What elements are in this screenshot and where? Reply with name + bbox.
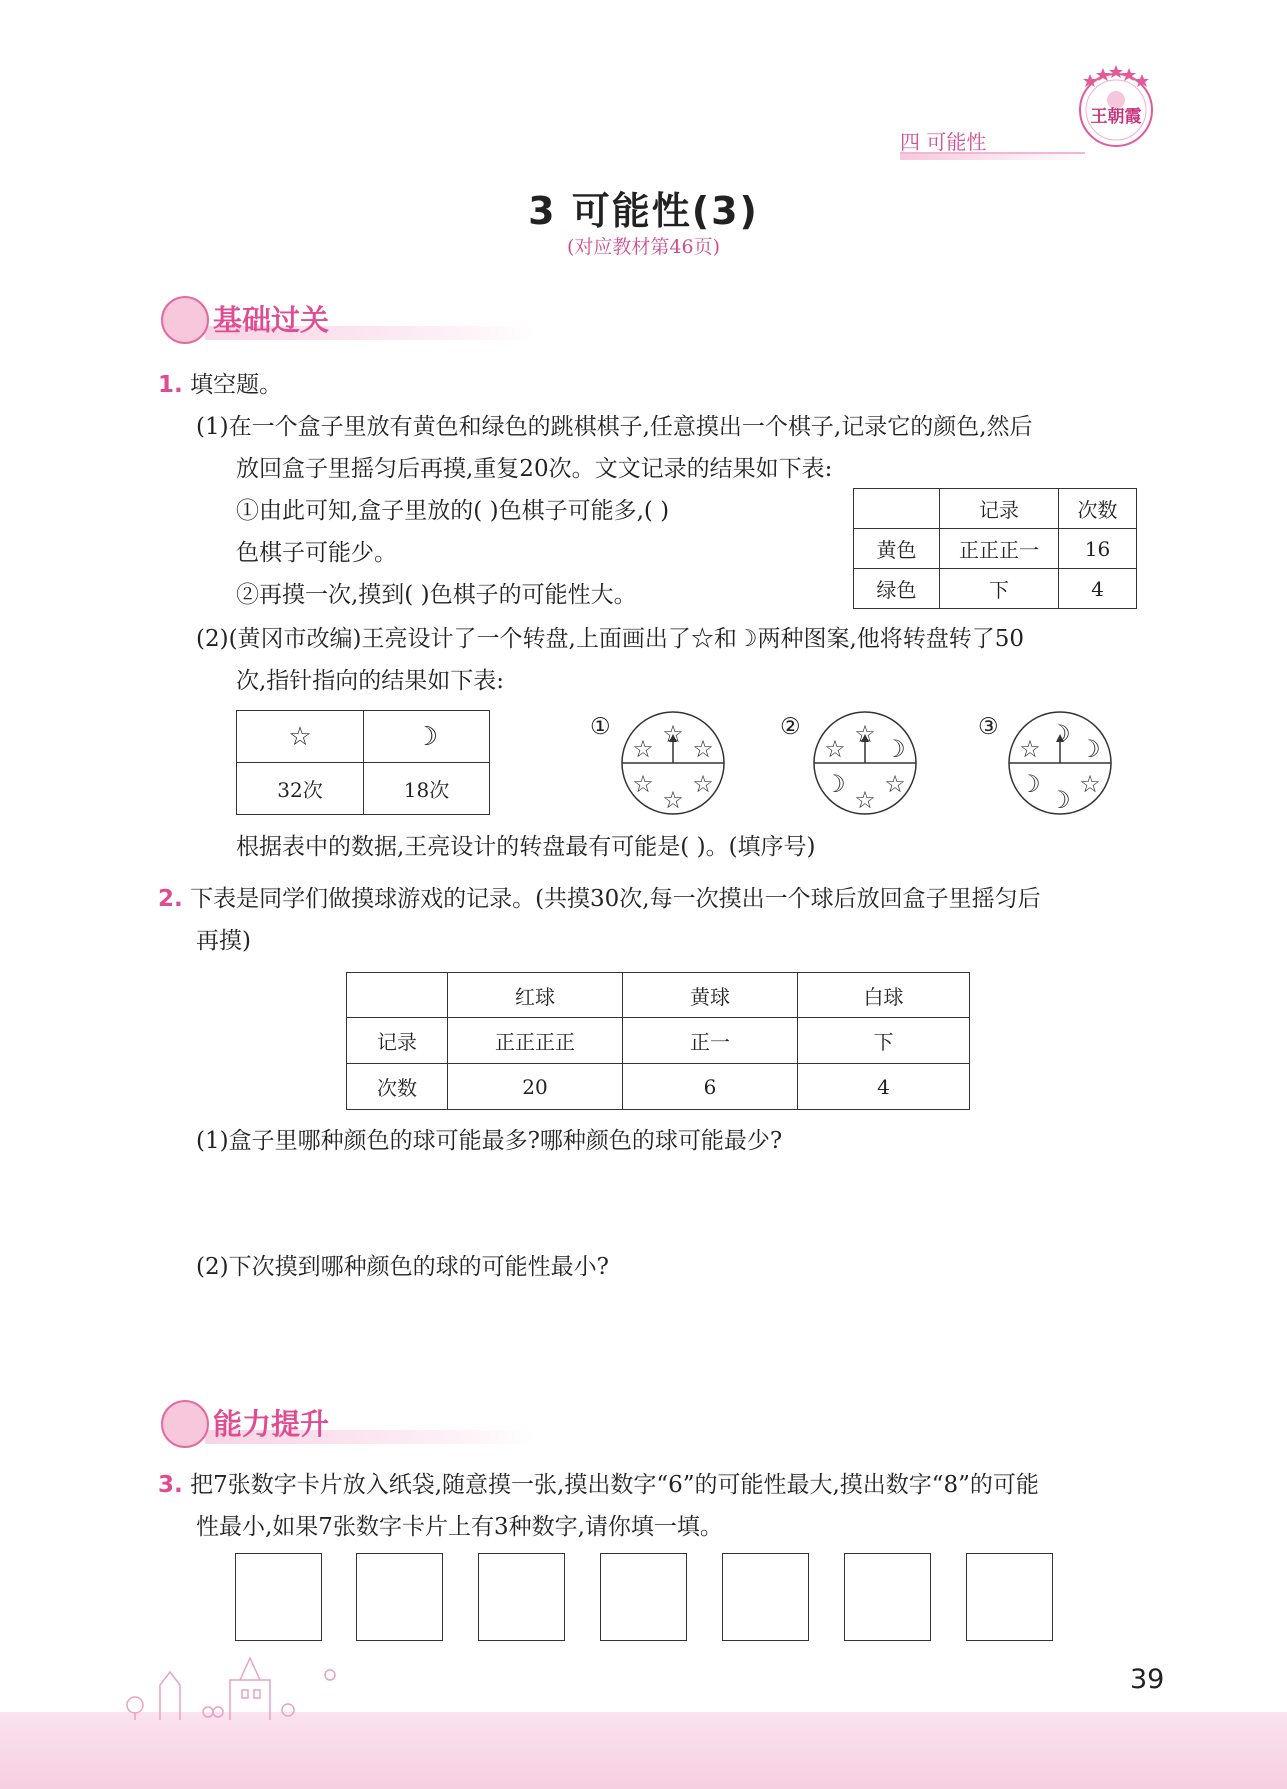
table-cell: 18次 [364, 763, 490, 815]
wheel-label: ③ [978, 714, 999, 740]
star-icon: ☆ [854, 786, 876, 814]
wheel-label: ① [590, 714, 611, 740]
castle-doodle-icon [120, 1650, 360, 1720]
table-cell: 32次 [237, 763, 364, 815]
table-row [854, 529, 1137, 569]
chapter-tag [900, 126, 1085, 154]
table-header-cell: 黄球 [623, 973, 798, 1018]
q2-sub2: (2)下次摸到哪种颜色的球的可能性最小? [196, 1254, 609, 1280]
table-header-cell: 记录 [940, 489, 1059, 529]
number-card-input[interactable] [235, 1553, 322, 1641]
moon-icon: ☽ [1049, 720, 1071, 748]
question-number: 2. [158, 886, 183, 912]
section-title-basic: 基础过关 [213, 303, 330, 337]
color-tally-table [853, 488, 1137, 609]
spinner-wheel-3 [1005, 710, 1115, 816]
star-icon: ☆ [632, 735, 654, 763]
question-1-title: 填空题。 [190, 372, 283, 398]
table-header-cell [854, 489, 940, 529]
star-icon: ☆ [1079, 770, 1101, 798]
question-3-line2: 性最小,如果7张数字卡片上有3种数字,请你填一填。 [196, 1514, 723, 1540]
svg-text:王朝霞: 王朝霞 [1090, 107, 1142, 127]
table-cell: 20 [448, 1064, 623, 1110]
table-cell: 次数 [347, 1064, 448, 1110]
q1-part1-a-line1: ①由此可知,盒子里放的( )色棋子可能多,( ) [236, 498, 670, 524]
table-header-cell: 次数 [1059, 489, 1137, 529]
star-icon: ☆ [692, 735, 714, 763]
question-3-text: 把7张数字卡片放入纸袋,随意摸一张,摸出数字“6”的可能性最大,摸出数字“8”的可能 [190, 1472, 1039, 1498]
star-icon: ☆ [632, 770, 654, 798]
table-cell: 4 [1059, 569, 1137, 609]
table-cell: 正一 [623, 1018, 798, 1064]
q1-part2-line2: 次,指针指向的结果如下表: [236, 668, 505, 694]
star-icon: ☆ [662, 720, 684, 748]
table-header-cell: 红球 [448, 973, 623, 1018]
section-banner-ability [161, 1400, 541, 1444]
number-card-input[interactable] [722, 1553, 809, 1641]
section-banner-basic [161, 296, 541, 340]
moon-icon: ☽ [824, 770, 846, 798]
table-header-cell [347, 973, 448, 1018]
q1-part1-line1: (1)在一个盒子里放有黄色和绿色的跳棋棋子,任意摸出一个棋子,记录它的颜色,然后 [196, 414, 1033, 440]
star-icon: ☆ [1019, 735, 1041, 763]
wheel-label: ② [780, 714, 801, 740]
table-cell: 16 [1059, 529, 1137, 569]
q1-part2-answer: 根据表中的数据,王亮设计的转盘最有可能是( )。(填序号) [236, 834, 816, 860]
moon-icon: ☽ [884, 735, 906, 763]
moon-icon: ☽ [1049, 786, 1071, 814]
star-icon: ☆ [884, 770, 906, 798]
moon-icon: ☽ [1019, 770, 1041, 798]
table-cell: 下 [940, 569, 1059, 609]
table-cell: 正正正正 [448, 1018, 623, 1064]
moon-icon: ☽ [1079, 735, 1101, 763]
page-subtitle: (对应教材第46页) [566, 236, 720, 258]
question-number: 3. [158, 1472, 183, 1498]
number-card-input[interactable] [844, 1553, 931, 1641]
table-header-cell: 白球 [798, 973, 970, 1018]
moon-symbol-icon: ☽ [364, 711, 490, 763]
star-icon: ☆ [692, 770, 714, 798]
table-row [854, 569, 1137, 609]
spinner-wheel-2 [810, 710, 920, 816]
number-card-input[interactable] [478, 1553, 565, 1641]
boy-avatar-icon [161, 1400, 209, 1448]
star-icon: ☆ [824, 735, 846, 763]
number-card-input[interactable] [966, 1553, 1053, 1641]
star-symbol-icon: ☆ [237, 711, 364, 763]
star-icon: ☆ [662, 786, 684, 814]
number-card-input[interactable] [600, 1553, 687, 1641]
table-cell: 6 [623, 1064, 798, 1110]
table-cell: 绿色 [854, 569, 940, 609]
footer-band [0, 1712, 1287, 1789]
star-icon: ☆ [854, 720, 876, 748]
q2-sub1: (1)盒子里哪种颜色的球可能最多?哪种颜色的球可能最少? [196, 1128, 783, 1154]
number-card-input[interactable] [356, 1553, 443, 1641]
table-cell: 下 [798, 1018, 970, 1064]
table-cell: 正正正一 [940, 529, 1059, 569]
table-cell: 记录 [347, 1018, 448, 1064]
spinner-wheel-1 [618, 710, 728, 816]
q1-part2-line1: (2)(黄冈市改编)王亮设计了一个转盘,上面画出了☆和☽两种图案,他将转盘转了50 [196, 626, 1025, 652]
page-title: 3 可能性(3) [528, 189, 759, 233]
table-cell: 4 [798, 1064, 970, 1110]
page-number: 39 [1130, 1664, 1165, 1695]
girl-avatar-icon [161, 296, 209, 344]
question-number: 1. [158, 372, 183, 398]
question-2-line2: 再摸) [196, 928, 251, 954]
question-2-text: 下表是同学们做摸球游戏的记录。(共摸30次,每一次摸出一个球后放回盒子里摇匀后 [190, 886, 1041, 912]
table-row [347, 1018, 970, 1064]
q1-part1-b: ②再摸一次,摸到( )色棋子的可能性大。 [236, 582, 637, 608]
question-1-heading [158, 370, 282, 400]
table-row [347, 1064, 970, 1110]
question-2-line1 [158, 884, 1041, 914]
brand-seal-logo [1070, 60, 1162, 152]
q1-part1-a-line2: 色棋子可能少。 [236, 540, 397, 566]
question-3-line1 [158, 1470, 1039, 1500]
spinner-result-table [236, 710, 490, 815]
q1-part1-line2: 放回盒子里摇匀后再摸,重复20次。文文记录的结果如下表: [236, 456, 833, 482]
table-cell: 黄色 [854, 529, 940, 569]
ball-tally-table [346, 972, 970, 1110]
section-title-ability: 能力提升 [213, 1407, 330, 1441]
chapter-tag-text: 四 可能性 [900, 130, 987, 154]
